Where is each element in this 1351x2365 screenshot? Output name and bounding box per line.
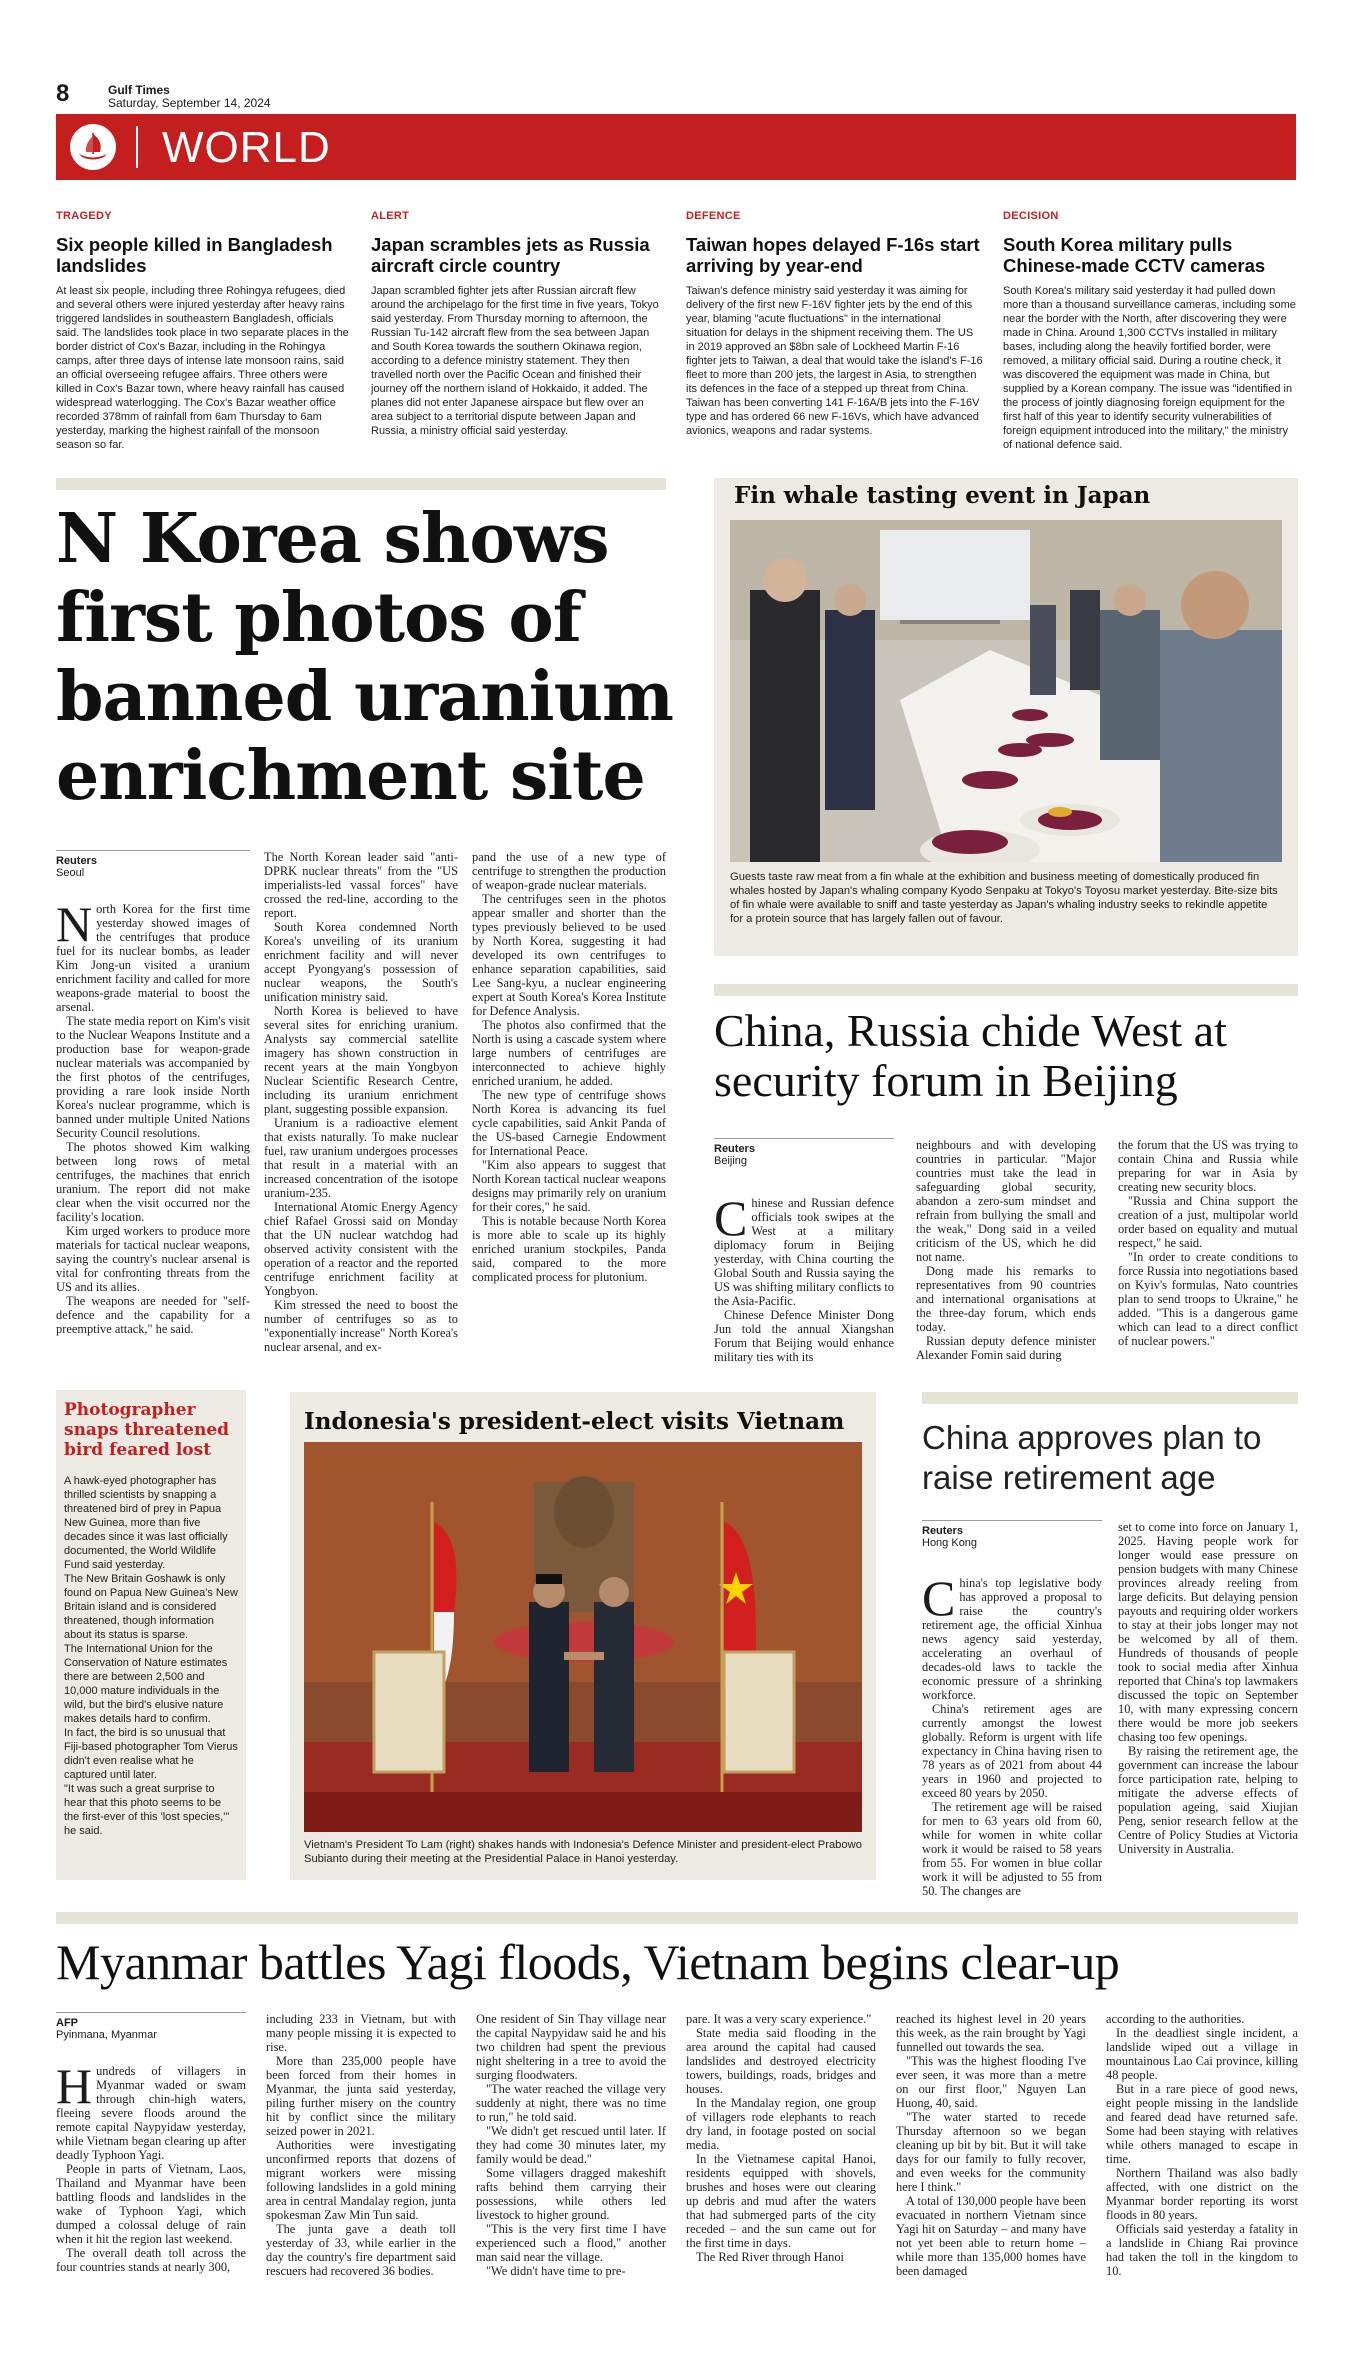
paragraph: pare. It was a very scary experience." xyxy=(686,2012,872,2026)
paragraph: neighbours and with developing countries in particular. "Major countries must take the lead in safeguarding global security, abandon a zero-sum mindset and refrain from bullying the small and the weak," Dong said in a veiled criticism of the US, which he did not name. xyxy=(916,1138,1096,1264)
paragraph: This is notable because North Korea is more able to scale up its highly enriched uranium stockpiles, Panda said, compared to the more complicated process for plutonium. xyxy=(472,1214,666,1284)
myanmar-col3 xyxy=(476,2012,666,2278)
paragraph: Dong made his remarks to representatives from 90 countries and international organisations at the three-day forum, which ends today. xyxy=(916,1264,1096,1334)
nkorea-col2 xyxy=(264,850,458,1354)
paragraph: Some villagers dragged makeshift rafts behind them carrying their possessions, while others led livestock to higher ground. xyxy=(476,2166,666,2222)
paragraph: People in parts of Vietnam, Laos, Thailand and Myanmar have been battling floods and landslides in the wake of Typhoon Yagi, which dumped a colossal deluge of rain when it hit the region last weekend. xyxy=(56,2162,246,2246)
paragraph: In the Mandalay region, one group of villagers rode elephants to reach dry land, in footage posted on social media. xyxy=(686,2096,876,2152)
paragraph: Kim urged workers to produce more materials for tactical nuclear weapons, saying the country's nuclear arsenal is vital for confronting threats from the US and its allies. xyxy=(56,1224,250,1294)
chinarussia-col1 xyxy=(714,1190,894,1364)
brief-headline: Taiwan hopes delayed F-16s start arriving by year-end xyxy=(686,234,980,276)
chinarussia-col3 xyxy=(1118,1138,1298,1348)
agency: Reuters xyxy=(56,855,97,867)
paragraph: Authorities were investigating unconfirmed reports that dozens of migrant workers were missing following landslides in a gold mining area in central Mandalay region, junta spokesman Zaw Min Tun said. xyxy=(266,2138,456,2222)
paragraph: "It was such a great surprise to hear that this photo seems to be the first-ever of this 'lost species,'" he said. xyxy=(64,1783,230,1837)
myanmar-headline: Myanmar battles Yagi floods, Vietnam begins clear-up xyxy=(56,1934,1120,1990)
banner-divider xyxy=(136,126,138,168)
paragraph: South Korea condemned North Korea's unveiling of its uranium enrichment facility and will never accept Pyongyang's possession of nuclear weapons, the South's unification ministry said. xyxy=(264,920,458,1004)
paragraph: The state media report on Kim's visit to the Nuclear Weapons Institute and a production base for weapon-grade nuclear materials was accompanied by the first photos of the centrifuges, providing a rare look inside North Korea's nuclear programme, which is banned under multiple United Nations Security Council resolutions. xyxy=(56,1014,250,1140)
paragraph: "Kim also appears to suggest that North Korean tactical nuclear weapons designs may primarily rely on uranium for their cores," he said. xyxy=(472,1158,666,1214)
finwhale-caption: Guests taste raw meat from a fin whale at the exhibition and business meeting of domestically produced fin whales hosted by Japan's whaling company Kyodo Senpaku at Tokyo's Toyosu market yesterday. Bite-size bits of fin whale were available to sniff and taste yesterday as Japan's whaling industry seeks to rekindle appetite for a protein source that has largely fallen out of favour. xyxy=(730,871,1278,925)
paragraph: Northern Thailand was also badly affected, with one district on the Myanmar border reporting its worst floods in 80 years. xyxy=(1106,2166,1298,2222)
paragraph: according to the authorities. xyxy=(1106,2012,1245,2026)
paragraph: "We didn't have time to pre- xyxy=(486,2264,626,2278)
paragraph: One resident of Sin Thay village near the capital Naypyidaw said he and his two children had spent the previous night sheltering in a tree to avoid the surging floodwaters. xyxy=(476,2012,666,2082)
myanmar-col6 xyxy=(1106,2012,1298,2278)
paragraph: pand the use of a new type of centrifuge to strengthen the production of weapon-grade nuclear materials. xyxy=(472,850,666,892)
nkorea-byline xyxy=(56,850,250,879)
myanmar-col5 xyxy=(896,2012,1086,2278)
indonesia-caption: Vietnam's President To Lam (right) shakes hands with Indonesia's Defence Minister and president-elect Prabowo Subianto during their meeting at the Presidential Palace in Hanoi yesterday. xyxy=(304,1839,862,1865)
section-title: WORLD xyxy=(162,123,331,172)
dropcap: N xyxy=(56,896,93,952)
photographer-box xyxy=(56,1390,246,1880)
finwhale-photo xyxy=(730,520,1282,862)
paragraph: hina's top legislative body has approved a proposal to raise the country's retirement age, the official Xinhua news agency said yesterday, accelerating an overhaul of decades-old laws to tackle the economic pressure of a shrinking workforce. xyxy=(922,1576,1102,1702)
page-number: 8 xyxy=(56,80,70,107)
nkorea-headline: N Korea shows first photos of banned uranium enrichment site xyxy=(56,499,673,816)
brief-headline: Japan scrambles jets as Russia aircraft circle country xyxy=(371,234,650,276)
section-rule xyxy=(56,478,666,490)
section-banner xyxy=(56,114,1296,180)
paragraph: A hawk-eyed photographer has thrilled scientists by snapping a threatened bird of prey in Papua New Guinea, more than five decades since it was last officially documented, the World Wildlife Fund said yesterday. xyxy=(64,1475,228,1571)
paragraph: undreds of villagers in Myanmar waded or swam through chin-high waters, fleeing severe floods around the remote capital Naypyidaw yesterday, while Vietnam began clearing up after deadly Typhoon Yagi. xyxy=(56,2064,246,2162)
indonesia-title: Indonesia's president-elect visits Vietnam xyxy=(304,1408,845,1435)
paragraph: Russian deputy defence minister Alexander Fomin said during xyxy=(916,1334,1096,1362)
agency: AFP xyxy=(56,2017,78,2029)
myanmar-col4 xyxy=(686,2012,876,2264)
brief-body: Taiwan's defence ministry said yesterday it was aiming for delivery of the first new F-16V fighter jets by the end of this year, blaming "acute fluctuations" in the international situation for delays in the shipment receiving them. The US in 2019 approved an $8bn sale of Lockheed Martin F-16 fighter jets to Taiwan, a deal that would take the island's F-16 fleet to more than 200 jets, the largest in Asia, to strengthen its defences in the face of a stepped up threat from China. Taiwan has been converting 141 F-16A/B jets into the F-16V type and has ordered 66 new F-16Vs, which have advanced avionics, weapons and radar systems. xyxy=(686,285,983,437)
dateline: Hong Kong xyxy=(922,1537,978,1549)
paragraph: Uranium is a radioactive element that exists naturally. To make nuclear fuel, raw uranium undergoes processes that result in a material with an increased concentration of the isotope uranium-235. xyxy=(264,1116,458,1200)
paper-name: Gulf Times xyxy=(108,83,170,97)
paragraph: The photos showed Kim walking between long rows of metal centrifuges, the machines that enrich uranium. The report did not make clear when the visit occurred nor the facility's location. xyxy=(56,1140,250,1224)
issue-date: Saturday, September 14, 2024 xyxy=(108,96,271,110)
paragraph: The New Britain Goshawk is only found on Papua New Guinea's New Britain island and is considered threatened, though information about its status is sparse. xyxy=(64,1573,238,1641)
paragraph: "The water reached the village very suddenly at night, there was no time to run," he told said. xyxy=(476,2082,666,2124)
paragraph: The centrifuges seen in the photos appear smaller and shorter than the types previously believed to be used by North Korea, suggesting it had developed its own centrifuges to enhance separation capabilities, said Lee Sang-kyu, a nuclear engineering expert at South Korea's Korea Institute for Defence Analysis. xyxy=(472,892,666,1018)
paragraph: the forum that the US was trying to contain China and Russia while preparing for war in Asia by creating new security blocs. xyxy=(1118,1138,1298,1194)
paragraph: Kim stressed the need to boost the number of centrifuges so as to "exponentially increase" North Korea's nuclear arsenal, and ex- xyxy=(264,1298,458,1354)
paragraph: In the deadliest single incident, a landslide wiped out a village in mountainous Lao Cai province, killing 48 people. xyxy=(1106,2026,1298,2082)
brief-alert xyxy=(371,210,667,438)
paragraph: But in a rare piece of good news, eight people missing in the landslide and feared dead have returned safe. Some had been staying with relatives while others managed to escape in time. xyxy=(1106,2082,1298,2166)
myanmar-col2 xyxy=(266,2012,456,2278)
paragraph: China's retirement ages are currently amongst the lowest globally. Reform is urgent with life expectancy in China having risen to 78 years as of 2021 from about 44 years in 1960 and projected to exceed 80 years by 2050. xyxy=(922,1702,1102,1800)
brief-body: At least six people, including three Rohingya refugees, died and several others were injured yesterday after heavy rains triggered landslides in southeastern Bangladesh, officials said. The landslides took place in two separate places in the border district of Cox's Bazar, including in the Rohingya camps, after three days of intense late monsoon rains, said an official overseeing refugee affairs. Three others were killed in Cox's Bazar town, where heavy rainfall has caused widespread waterlogging. The Cox's Bazar weather office recorded 378mm of rainfall from 6am Thursday to 6am yesterday, marking the highest rainfall of the monsoon season so far. xyxy=(56,285,349,451)
paragraph: "This is the very first time I have experienced such a flood," another man said near the village. xyxy=(476,2222,666,2264)
paragraph: "We didn't get rescued until later. If they had come 30 minutes later, my family would be dead." xyxy=(476,2124,666,2166)
brief-defence xyxy=(686,210,984,438)
paragraph: The new type of centrifuge shows North Korea is advancing its fuel cycle capabilities, said Ankit Panda of the US-based Carnegie Endowment for International Peace. xyxy=(472,1088,666,1158)
brief-kicker: DECISION xyxy=(1003,210,1059,222)
agency: Reuters xyxy=(714,1143,755,1155)
nkorea-col1 xyxy=(56,896,250,1336)
dateline: Seoul xyxy=(56,867,85,879)
paragraph: The retirement age will be raised for men to 63 years old from 60, while for women in white collar work it would be raised to 58 years from 55. For women in blue collar work it will be adjusted to 55 from 50. The changes are xyxy=(922,1800,1102,1898)
paragraph: The weapons are needed for "self-defence and the capability for a preemptive attack," he said. xyxy=(56,1294,250,1336)
section-rule xyxy=(922,1392,1298,1404)
brief-kicker: TRAGEDY xyxy=(56,210,112,222)
chinarussia-headline: China, Russia chide West at security forum in Beijing xyxy=(714,1005,1227,1106)
retirement-col2 xyxy=(1118,1520,1298,1856)
chinarussia-byline xyxy=(714,1138,894,1167)
paragraph: International Atomic Energy Agency chief Rafael Grossi said on Monday that the UN nuclear watchdog had observed activity consistent with the operation of a reactor and the reported centrifuge enrichment facility at Yongbyon. xyxy=(264,1200,458,1298)
retirement-byline xyxy=(922,1520,1102,1549)
paragraph: Chinese Defence Minister Dong Jun told the annual Xiangshan Forum that Beijing would enhance military ties with its xyxy=(714,1308,894,1364)
section-rule xyxy=(714,984,1298,996)
retirement-headline: China approves plan to raise retirement age xyxy=(922,1419,1262,1496)
paragraph: "In order to create conditions to force Russia into negotiations based on Kyiv's formulas, Nato countries plan to send troops to Ukraine," he added. "This is a dangerous game which can lead to a direct conflict of nuclear powers." xyxy=(1118,1250,1298,1348)
paragraph: orth Korea for the first time yesterday showed images of the centrifuges that produce fuel for its nuclear bombs, as leader Kim Jong-un visited a uranium enrichment facility and called for more weapons-grade material to boost the arsenal. xyxy=(56,902,250,1014)
finwhale-title: Fin whale tasting event in Japan xyxy=(734,482,1151,509)
agency: Reuters xyxy=(922,1525,963,1537)
paragraph: The North Korean leader said "anti-DPRK nuclear threats" from the "US imperialists-led vassal forces" have crossed the red-line, according to the report. xyxy=(264,850,458,920)
brief-body: South Korea's military said yesterday it had pulled down more than a thousand surveillance cameras, including some near the border with the North, after discovering they were made in China. Around 1,300 CCTVs installed in military bases, including along the heavily fortified border, were removed, a military official said. During a routine check, it was discovered the equipment was made in China, but supplied by a Korean company. The issue was "identified in the process of jointly diagnosing foreign equipment for the first half of this year to identify security vulnerabilities of foreign equipment introduced into the military," the ministry of national defence said. xyxy=(1003,285,1296,451)
brief-headline: Six people killed in Bangladesh landslides xyxy=(56,234,333,276)
paragraph: "The water started to recede Thursday afternoon so we began cleaning up bit by bit. But it will take days for our family to fully recover, and even weeks for the community here I think." xyxy=(896,2110,1086,2194)
paragraph: The junta gave a death toll yesterday of 33, while earlier in the day the country's fire department said rescuers had recovered 36 bodies. xyxy=(266,2222,456,2278)
section-rule xyxy=(56,1912,1298,1924)
paragraph: In the Vietnamese capital Hanoi, residents equipped with shovels, brushes and hoses were out clearing up debris and mud after the waters that had submerged parts of the city receded – and the sun came out for the first time in days. xyxy=(686,2152,876,2250)
paragraph: A total of 130,000 people have been evacuated in northern Vietnam since Yagi hit on Saturday – and many have not yet been able to return home – while more than 135,000 homes have been damaged xyxy=(896,2194,1086,2278)
indonesia-photo-box xyxy=(290,1392,876,1880)
indonesia-photo xyxy=(304,1442,862,1832)
paragraph: By raising the retirement age, the government can increase the labour force participation rate, helping to mitigate the adverse effects of population ageing, said Xiujian Peng, senior research fellow at the Centre of Policy Studies at Victoria University in Australia. xyxy=(1118,1744,1298,1856)
finwhale-photo-box xyxy=(714,478,1298,956)
dropcap: C xyxy=(714,1190,748,1246)
paragraph: North Korea is believed to have several sites for enriching uranium. Analysts say commercial satellite imagery has shown construction in recent years at the main Yongbyon Nuclear Scientific Research Centre, including its uranium enrichment plant, suggesting possible expansion. xyxy=(264,1004,458,1116)
paragraph: hinese and Russian defence officials took swipes at the West at a military diplomacy forum in Beijing yesterday, with China courting the Global South and Russia saying the US was shifting military conflicts to the Asia-Pacific. xyxy=(714,1196,894,1308)
dropcap: C xyxy=(922,1570,956,1626)
dateline: Beijing xyxy=(714,1155,748,1167)
paragraph: "Russia and China support the creation of a just, multipolar world order based on equality and mutual respect," he said. xyxy=(1118,1194,1298,1250)
brief-headline: South Korea military pulls Chinese-made CCTV cameras xyxy=(1003,234,1266,276)
dhow-logo-icon xyxy=(70,124,116,170)
paragraph: reached its highest level in 20 years this week, as the rain brought by Yagi funnelled out towards the sea. xyxy=(896,2012,1086,2054)
paragraph: The Red River through Hanoi xyxy=(696,2250,844,2264)
chinarussia-col2 xyxy=(916,1138,1096,1362)
paragraph: including 233 in Vietnam, but with many people missing it is expected to rise. xyxy=(266,2012,456,2054)
photographer-body xyxy=(64,1474,238,1838)
retirement-col1 xyxy=(922,1570,1102,1898)
paragraph: More than 235,000 people have been forced from their homes in Myanmar, the junta said yesterday, piling further misery on the country hit by conflict since the military seized power in 2021. xyxy=(266,2054,456,2138)
dateline: Pyinmana, Myanmar xyxy=(56,2029,157,2041)
paragraph: In fact, the bird is so unusual that Fiji-based photographer Tom Vierus didn't even realise what he captured until later. xyxy=(64,1727,238,1781)
paragraph: The International Union for the Conservation of Nature estimates there are between 2,500 and 10,000 mature individuals in the wild, but the bird's elusive nature makes details hard to confirm. xyxy=(64,1643,228,1725)
paragraph: The photos also confirmed that the North is using a cascade system where large numbers of centrifuges are interconnected to achieve highly enriched uranium, he added. xyxy=(472,1018,666,1088)
myanmar-col1 xyxy=(56,2058,246,2274)
myanmar-byline xyxy=(56,2012,246,2041)
brief-tragedy xyxy=(56,210,352,452)
brief-kicker: ALERT xyxy=(371,210,410,222)
paragraph: "This was the highest flooding I've ever seen, it was more than a metre on our first floor," Nguyen Lan Huong, 40, said. xyxy=(896,2054,1086,2110)
brief-body: Japan scrambled fighter jets after Russian aircraft flew around the archipelago for the first time in five years, Tokyo said yesterday. From Thursday morning to afternoon, the Russian Tu-142 aircraft flew from the sea between Japan and South Korea towards the southern Okinawa region, according to a defence ministry statement. They then travelled north over the Pacific Ocean and finished their journey off the northern island of Hokkaido, it added. The planes did not enter Japanese airspace but flew over an area subject to a territorial dispute between Japan and Russia, a ministry official said yesterday. xyxy=(371,285,659,437)
nkorea-col3 xyxy=(472,850,666,1284)
brief-decision xyxy=(1003,210,1299,452)
paragraph: The overall death toll across the four countries stands at nearly 300, xyxy=(56,2246,246,2274)
paragraph: State media said flooding in the area around the capital had caused landslides and destroyed electricity towers, buildings, roads, bridges and houses. xyxy=(686,2026,876,2096)
dropcap: H xyxy=(56,2058,93,2114)
brief-kicker: DEFENCE xyxy=(686,210,741,222)
paragraph: set to come into force on January 1, 2025. Having people work for longer would ease pressure on pension budgets with many Chinese provinces already reeling from large deficits. But delaying pension payouts and requiring older workers to stay at their jobs longer may not be welcomed by all of them. Hundreds of thousands of people took to social media after Xinhua reported that China's top lawmakers discussed the topic on September 10, with many expressing concern there would be more job seekers chasing too few openings. xyxy=(1118,1520,1298,1744)
photographer-headline: Photographer snaps threatened bird feared lost xyxy=(64,1400,230,1460)
paragraph: Officials said yesterday a fatality in a landslide in Chiang Rai province had taken the toll in the kingdom to 10. xyxy=(1106,2222,1298,2278)
